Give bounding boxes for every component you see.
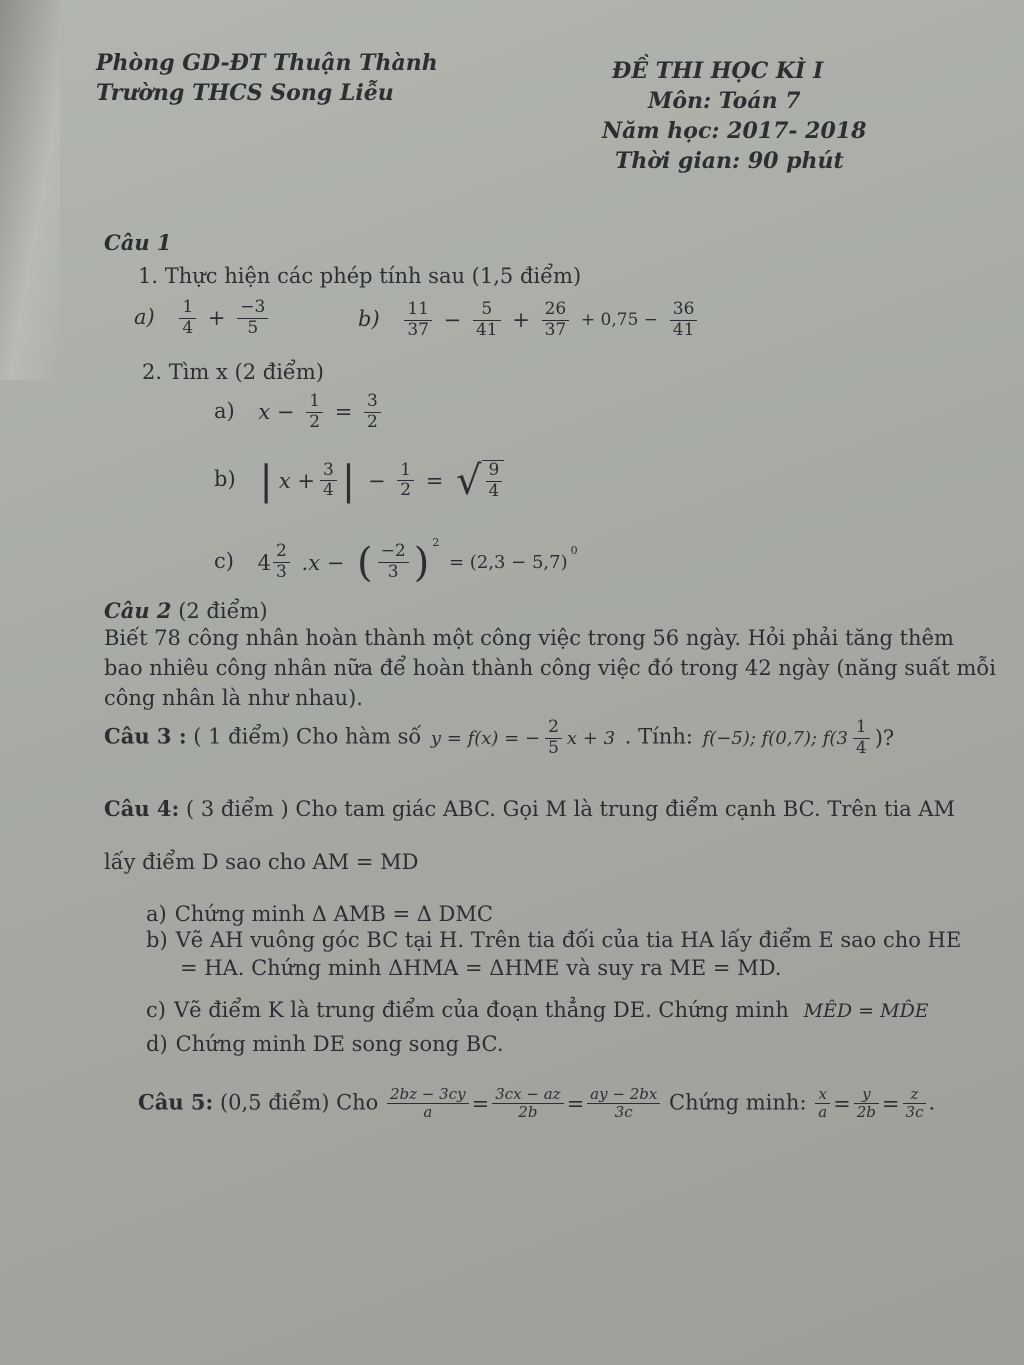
q4-c-text: Vẽ điểm K là trung điểm của đoạn thẳng DE. Chứng minh (173, 998, 789, 1022)
header-duration: Thời gian: 90 phút (615, 148, 844, 174)
q1-2b-frac2: $\frac{1}{2}$ (397, 461, 414, 501)
q4-c (146, 998, 929, 1022)
q4-d (146, 1032, 504, 1056)
q5-dot: . (928, 1090, 936, 1115)
q1-2c (214, 536, 578, 586)
q4-line1 (104, 796, 955, 821)
q1-2a-lhs: x − (258, 400, 295, 425)
q1-1b-frac1: $\frac{11}{37}$ (404, 300, 432, 340)
q3-tinh: . Tính: (624, 724, 693, 749)
q1-2c-mid: .x − (301, 550, 345, 575)
q3-line (104, 718, 897, 758)
header-subject: Môn: Toán 7 (648, 88, 801, 114)
q2-line2: bao nhiêu công nhân nữa để hoàn thành công việc đó trong 42 ngày (năng suất mỗi (104, 656, 996, 680)
header-school-year: Năm học: 2017- 2018 (602, 118, 867, 144)
q4-b-text1: Vẽ AH vuông góc BC tại H. Trên tia đối của tia HA lấy điểm E sao cho HE (175, 928, 962, 952)
q3-frac: $\frac{2}{5}$ (545, 718, 562, 758)
q3-end: )? (874, 726, 895, 751)
q1-1b-mid: + 0,75 − (580, 310, 659, 331)
q4-b (146, 928, 961, 952)
q4-a-text: Chứng minh Δ AMB = Δ DMC (174, 902, 493, 926)
q3-frac2: $\frac{1}{4}$ (853, 718, 870, 758)
q5-eq4: = (881, 1091, 900, 1116)
q1-1b-label: b) (358, 306, 380, 331)
q2-line3: công nhân là như nhau). (104, 686, 363, 710)
q5-eq1: = (471, 1091, 490, 1116)
q1-1b-op1: − (443, 308, 462, 333)
q1-2c-rhs: = (2,3 − 5,7) (449, 552, 568, 573)
q1-1a (134, 298, 270, 338)
q1-2a-label: a) (214, 398, 235, 423)
q4-b-label: b) (146, 928, 168, 952)
q1-part2-text: 2. Tìm x (2 điểm) (142, 360, 324, 384)
q1-2b-radical: √ (456, 457, 482, 504)
q5-frac3: $\frac{ay - 2bx}{3c}$ (587, 1086, 660, 1122)
q2-line1: Biết 78 công nhân hoàn thành một công việc trong 56 ngày. Hỏi phải tăng thêm (104, 626, 954, 650)
q1-2b (214, 457, 504, 504)
q2-points: (2 điểm) (178, 599, 268, 623)
q4-d-label: d) (146, 1032, 168, 1056)
q1-1b-frac4: $\frac{36}{41}$ (670, 300, 698, 340)
q1-2c-frac1: $\frac{2}{3}$ (273, 542, 290, 582)
q3-text: ( 1 điểm) Cho hàm số (193, 724, 422, 749)
q1-2b-abs-close: | (341, 457, 356, 504)
q1-2c-lparen: ( (357, 539, 373, 586)
q2-title: Câu 2 (104, 598, 172, 623)
q1-1a-frac1: $\frac{1}{4}$ (179, 298, 196, 338)
q1-2a (214, 392, 383, 432)
header-exam-title: ĐỀ THI HỌC KÌ I (612, 58, 824, 84)
q3-vals: f(−5); f(0,7); f(3 (702, 727, 848, 749)
q1-2b-abs-open: | (259, 457, 273, 504)
q5-frac2: $\frac{3cx - az}{2b}$ (492, 1086, 563, 1122)
q5-cm: Chứng minh: (669, 1090, 807, 1115)
q4-a-label: a) (146, 902, 167, 926)
header-department: Phòng GD-ĐT Thuận Thành (96, 50, 438, 76)
q1-1b (358, 300, 699, 340)
q1-2c-frac2: $\frac{-2}{3}$ (378, 542, 409, 582)
q5-frac1: $\frac{2bz - 3cy}{a}$ (387, 1086, 469, 1122)
q1-part1-text: 1. Thực hiện các phép tính sau (1,5 điểm) (138, 264, 582, 288)
q1-1b-frac3: $\frac{26}{37}$ (542, 300, 570, 340)
q1-2b-minus: − (367, 468, 386, 493)
q1-2a-frac2: $\frac{3}{2}$ (364, 392, 381, 432)
q5-g2: $\frac{y}{2b}$ (854, 1086, 879, 1122)
q1-2c-whole: 4 (257, 550, 272, 575)
q1-1a-op: + (207, 306, 226, 331)
q1-2b-frac3: $\frac{9}{4}$ (486, 461, 503, 501)
q1-2c-label: c) (214, 549, 234, 573)
q1-1b-op2: + (512, 308, 530, 333)
q4-line2: lấy điểm D sao cho AM = MD (104, 850, 419, 874)
q5-text: (0,5 điểm) Cho (219, 1090, 379, 1115)
book-spine-shadow (0, 0, 60, 380)
q4-d-text: Chứng minh DE song song BC. (175, 1032, 504, 1056)
q4-a (146, 902, 493, 926)
q1-2c-exp2: 0 (570, 544, 578, 557)
q4-line1-text: ( 3 điểm ) Cho tam giác ABC. Gọi M là trung điểm cạnh BC. Trên tia AM (185, 797, 956, 821)
q1-title: Câu 1 (104, 230, 172, 255)
q1-1a-label: a) (134, 304, 155, 329)
q3-func: y = f(x) = − (430, 727, 541, 749)
q4-c-label: c) (146, 998, 166, 1022)
q1-2b-frac1: $\frac{3}{4}$ (320, 461, 337, 501)
q1-2c-rparen: ) (413, 539, 430, 586)
q5-eq3: = (833, 1091, 851, 1116)
q1-2a-frac1: $\frac{1}{2}$ (306, 392, 323, 432)
q3-title: Câu 3 : (104, 723, 187, 749)
q1-1b-frac2: $\frac{5}{41}$ (473, 300, 501, 340)
q1-2b-x: x + (278, 468, 315, 493)
q5-line (138, 1086, 935, 1122)
q5-title: Câu 5: (138, 1089, 214, 1115)
q4-c-math: MÊD = MD̂E (803, 1000, 929, 1022)
q4-title: Câu 4: (104, 796, 180, 821)
q1-2a-eq: = (334, 400, 353, 425)
q1-1a-frac2: $\frac{-3}{5}$ (237, 298, 268, 338)
header-school: Trường THCS Song Liễu (96, 80, 394, 106)
q1-2b-sqrt (482, 460, 505, 501)
q1-2b-eq: = (425, 468, 444, 493)
q5-eq2: = (566, 1091, 585, 1116)
q3-func-end: x + 3 (566, 727, 616, 749)
q1-2b-label: b) (214, 467, 236, 492)
q1-2c-exp1: 2 (432, 536, 440, 549)
q5-g1: $\frac{x}{a}$ (815, 1086, 830, 1122)
q5-g3: $\frac{z}{3c}$ (903, 1086, 927, 1122)
q4-b-text2: = HA. Chứng minh ΔHMA = ΔHME và suy ra ME = MD. (180, 956, 782, 980)
q2-heading (104, 598, 268, 623)
